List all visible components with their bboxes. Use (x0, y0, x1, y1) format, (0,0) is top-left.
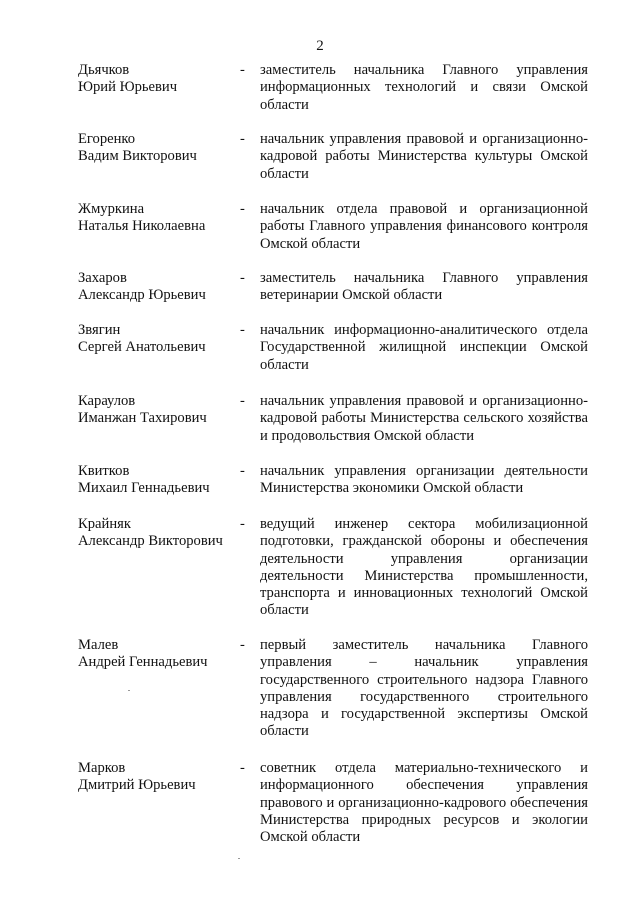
page-number: 2 (316, 38, 324, 54)
given-names: Андрей Геннадьевич (78, 654, 208, 671)
dash-separator: - (240, 322, 245, 338)
person-name (78, 131, 238, 166)
person-name (78, 463, 238, 498)
person-name (78, 62, 238, 97)
surname: Жмуркина (78, 201, 145, 217)
position-description: первый заместитель начальника Главного управления – начальник управления государственного строительного надзора Главного управления государственного строительного надзора и государственной экспертизы Омской области (260, 637, 588, 740)
surname: Квитков (78, 463, 130, 479)
dash-separator: - (240, 393, 245, 409)
dash-separator: - (240, 463, 245, 479)
person-name (78, 637, 238, 672)
surname: Марков (78, 760, 126, 776)
surname: Крайняк (78, 516, 131, 532)
given-names: Иманжан Тахирович (78, 410, 207, 427)
position-description: начальник управления правовой и организационно-кадровой работы Министерства культуры Омской области (260, 131, 588, 182)
given-names: Александр Юрьевич (78, 287, 206, 304)
dash-separator: - (240, 201, 245, 217)
person-name (78, 270, 238, 305)
position-description: начальник управления организации деятельности Министерства экономики Омской области (260, 463, 588, 497)
surname: Егоренко (78, 131, 136, 147)
surname: Караулов (78, 393, 136, 409)
position-description: заместитель начальника Главного управления информационных технологий и связи Омской области (260, 62, 588, 113)
given-names: Наталья Николаевна (78, 218, 206, 235)
given-names: Дмитрий Юрьевич (78, 777, 196, 794)
person-name (78, 516, 238, 551)
surname: Малев (78, 637, 119, 653)
position-description: начальник отдела правовой и организационной работы Главного управления финансового контроля Омской области (260, 201, 588, 252)
position-description: заместитель начальника Главного управления ветеринарии Омской области (260, 270, 588, 304)
surname: Звягин (78, 322, 121, 338)
dash-separator: - (240, 62, 245, 78)
scan-speck (128, 690, 130, 691)
scan-speck (238, 858, 240, 859)
surname: Захаров (78, 270, 127, 286)
position-description: советник отдела материально-технического и информационного обеспечения управления правового и организационно-кадрового обеспечения Министерства природных ресурсов и экологии Омской области (260, 760, 588, 846)
person-name (78, 201, 238, 236)
person-name (78, 322, 238, 357)
person-name (78, 760, 238, 795)
dash-separator: - (240, 637, 245, 653)
position-description: начальник управления правовой и организационно-кадровой работы Министерства сельского хозяйства и продовольствия Омской области (260, 393, 588, 444)
given-names: Александр Викторович (78, 533, 223, 550)
person-name (78, 393, 238, 428)
position-description: начальник информационно-аналитического отдела Государственной жилищной инспекции Омской области (260, 322, 588, 373)
given-names: Вадим Викторович (78, 148, 197, 165)
given-names: Михаил Геннадьевич (78, 480, 210, 497)
given-names: Сергей Анатольевич (78, 339, 206, 356)
dash-separator: - (240, 760, 245, 776)
dash-separator: - (240, 131, 245, 147)
surname: Дьячков (78, 62, 130, 78)
dash-separator: - (240, 270, 245, 286)
position-description: ведущий инженер сектора мобилизационной подготовки, гражданской обороны и обеспечения деятельности управления организации деятельности Министерства промышленности, транспорта и инновационных технологий Омской области (260, 516, 588, 619)
given-names: Юрий Юрьевич (78, 79, 178, 96)
dash-separator: - (240, 516, 245, 532)
